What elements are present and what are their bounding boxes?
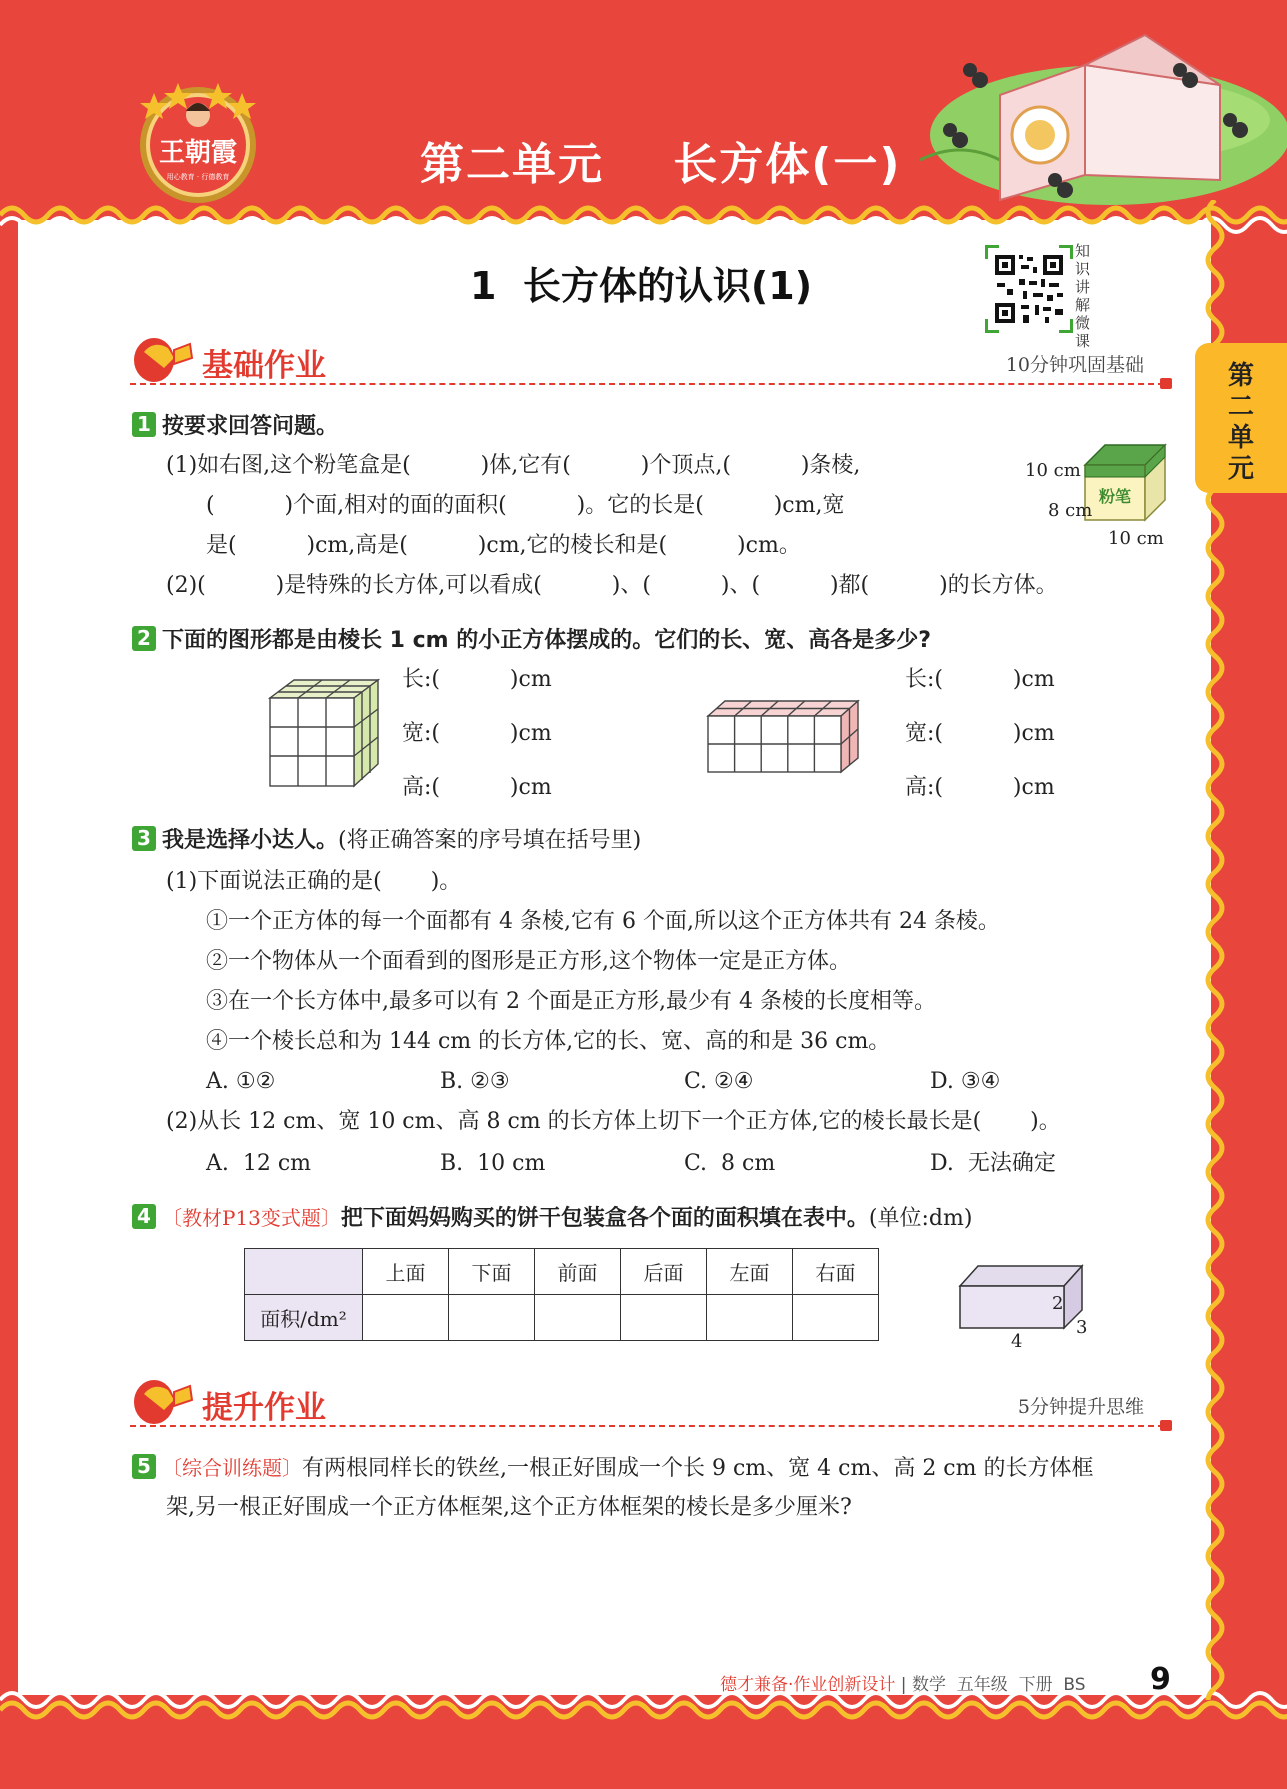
question-4-prompt: 4 〔教材P13变式题〕把下面妈妈购买的饼干包装盒各个面的面积填在表中。(单位:dm) xyxy=(132,1204,972,1233)
q3-option-c[interactable]: C. ②④ xyxy=(684,1069,754,1094)
footer-series: 德才兼备·作业创新设计 xyxy=(720,1675,896,1695)
table-corner-cell xyxy=(245,1249,363,1295)
section-basic-header xyxy=(130,332,1172,392)
section-basic-title: 基础作业 xyxy=(202,348,326,384)
q3-statement-4: ④一个棱长总和为 144 cm 的长方体,它的长、宽、高的和是 36 cm。 xyxy=(206,1029,891,1054)
answer-cell-front[interactable] xyxy=(535,1295,621,1341)
question-number-badge: 3 xyxy=(132,826,156,851)
answer-cell-top[interactable] xyxy=(363,1295,449,1341)
q3-statement-1: ①一个正方体的每一个面都有 4 条棱,它有 6 个面,所以这个正方体共有 24 条棱。 xyxy=(206,909,1000,934)
q3-statement-3: ③在一个长方体中,最多可以有 2 个面是正方形,最少有 4 条棱的长度相等。 xyxy=(206,989,936,1014)
chalk-box-height-label: 10 cm xyxy=(1025,460,1081,481)
chalk-box-width-label: 8 cm xyxy=(1048,500,1093,521)
q3-sub2: (2)从长 12 cm、宽 10 cm、高 8 cm 的长方体上切下一个正方体,它的棱长最长是( )。 xyxy=(166,1109,1061,1134)
q3-statement-2: ②一个物体从一个面看到的图形是正方形,这个物体一定是正方体。 xyxy=(206,949,851,974)
page-footer: 德才兼备·作业创新设计 | 数学 五年级 下册 BS xyxy=(720,1675,1086,1695)
ants-illustration xyxy=(910,10,1287,215)
question-2-prompt: 2 下面的图形都是由棱长 1 cm 的小正方体摆成的。它们的长、宽、高各是多少? xyxy=(132,626,931,655)
q1-line-3: 是( )cm,高是( )cm,它的棱长和是( )cm。 xyxy=(206,533,801,558)
table-header-left: 左面 xyxy=(707,1249,793,1295)
question-number-badge: 2 xyxy=(132,626,156,651)
biscuit-box-width-label: 3 xyxy=(1076,1317,1088,1338)
q2-left-width: 宽:( )cm xyxy=(402,721,552,746)
answer-cell-right[interactable] xyxy=(793,1295,879,1341)
section-basic-note: 10分钟巩固基础 xyxy=(1005,354,1144,376)
bell-icon xyxy=(130,1374,198,1430)
answer-cell-back[interactable] xyxy=(621,1295,707,1341)
qr-code-icon[interactable] xyxy=(985,245,1073,333)
biscuit-box-length-label: 4 xyxy=(1011,1331,1023,1352)
q3-2-option-c[interactable]: C. 8 cm xyxy=(684,1151,776,1176)
brand-logo xyxy=(132,75,264,207)
q3-2-option-a[interactable]: A. 12 cm xyxy=(206,1151,312,1176)
cuboid-5x2x2-figure xyxy=(706,698,861,774)
face-area-table xyxy=(244,1248,879,1341)
table-header-top: 上面 xyxy=(363,1249,449,1295)
answer-cell-left[interactable] xyxy=(707,1295,793,1341)
section-advanced-header xyxy=(130,1374,1172,1434)
biscuit-box-figure xyxy=(958,1262,1086,1332)
footer-info: 数学 五年级 下册 BS xyxy=(911,1675,1086,1695)
question-number-badge: 1 xyxy=(132,412,156,437)
q2-left-length: 长:( )cm xyxy=(402,667,552,692)
section-divider xyxy=(130,1425,1164,1427)
bell-icon xyxy=(130,332,198,388)
table-header-row xyxy=(245,1249,879,1295)
table-header-front: 前面 xyxy=(535,1249,621,1295)
q3-sub1: (1)下面说法正确的是( )。 xyxy=(166,869,462,894)
unit-side-tab xyxy=(1195,343,1287,493)
lesson-title: 1 长方体的认识(1) xyxy=(470,264,813,308)
q1-line-2: ( )个面,相对的面的面积( )。它的长是( )cm,宽 xyxy=(206,493,845,518)
wavy-border-top xyxy=(0,195,1287,235)
q2-left-height: 高:( )cm xyxy=(402,775,552,800)
table-row-label: 面积/dm² xyxy=(245,1295,363,1341)
table-header-bottom: 下面 xyxy=(449,1249,535,1295)
q2-right-length: 长:( )cm xyxy=(905,667,1055,692)
question-1-prompt: 1 按要求回答问题。 xyxy=(132,412,338,441)
chalk-box-figure xyxy=(1080,440,1170,525)
page-header xyxy=(0,0,1287,225)
q1-line-1: (1)如右图,这个粉笔盒是( )体,它有( )个顶点,( )条棱, xyxy=(166,453,861,478)
svg-text:用心教育 · 行德教育: 用心教育 · 行德教育 xyxy=(166,173,230,181)
q3-option-b[interactable]: B. ②③ xyxy=(440,1069,510,1094)
biscuit-box-height-label: 2 xyxy=(1052,1293,1064,1314)
question-5-prompt: 5 〔综合训练题〕有两根同样长的铁丝,一根正好围成一个长 9 cm、宽 4 cm、高 2 cm 的长方体框 xyxy=(132,1454,1094,1483)
question-number-badge: 4 xyxy=(132,1204,156,1229)
section-advanced-note: 5分钟提升思维 xyxy=(1017,1396,1144,1418)
q2-right-width: 宽:( )cm xyxy=(905,721,1055,746)
section-divider xyxy=(130,383,1164,385)
cube-3x3x3-figure xyxy=(268,678,380,790)
q1-line-4: (2)( )是特殊的长方体,可以看成( )、( )、( )都( )的长方体。 xyxy=(166,573,1058,598)
section-advanced-title: 提升作业 xyxy=(202,1390,326,1426)
table-header-back: 后面 xyxy=(621,1249,707,1295)
q3-option-a[interactable]: A. ①② xyxy=(206,1069,276,1094)
side-tab-label: 第二单元 xyxy=(1227,361,1254,484)
table-header-right: 右面 xyxy=(793,1249,879,1295)
q5-line-2: 架,另一根正好围成一个正方体框架,这个正方体框架的棱长是多少厘米? xyxy=(166,1495,852,1520)
qr-label: 知识讲解微课 xyxy=(1075,242,1091,350)
svg-text:粉笔: 粉笔 xyxy=(1098,487,1132,506)
question-number-badge: 5 xyxy=(132,1454,156,1479)
page-number: 9 xyxy=(1150,1662,1171,1697)
unit-title: 第二单元 长方体(一) xyxy=(420,139,902,190)
q3-2-option-d[interactable]: D. 无法确定 xyxy=(930,1151,1056,1176)
question-3-prompt: 3 我是选择小达人。(将正确答案的序号填在括号里) xyxy=(132,826,641,855)
table-row xyxy=(245,1295,879,1341)
svg-text:王朝霞: 王朝霞 xyxy=(158,138,238,168)
wavy-border-bottom xyxy=(0,1680,1287,1720)
section-divider-end xyxy=(1160,378,1172,389)
section-divider-end xyxy=(1160,1420,1172,1431)
q2-right-height: 高:( )cm xyxy=(905,775,1055,800)
chalk-box-length-label: 10 cm xyxy=(1108,528,1164,549)
q3-2-option-b[interactable]: B. 10 cm xyxy=(440,1151,546,1176)
answer-cell-bottom[interactable] xyxy=(449,1295,535,1341)
q3-option-d[interactable]: D. ③④ xyxy=(930,1069,1001,1094)
